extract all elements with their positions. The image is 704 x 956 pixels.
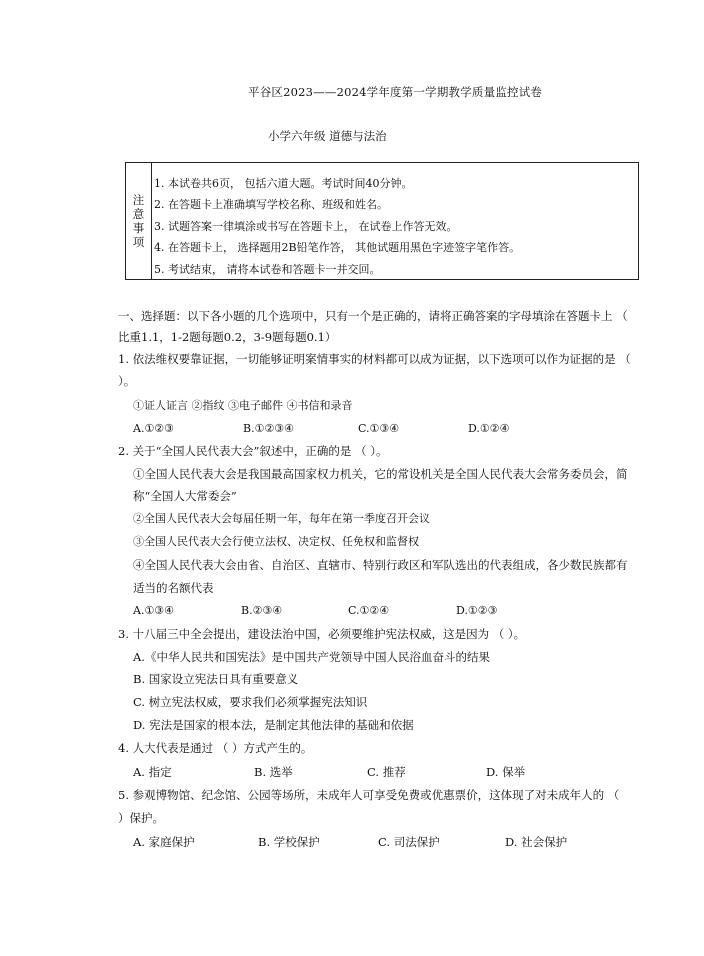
notice-box <box>125 162 639 280</box>
q2-option-d: D.①②③ <box>456 604 498 617</box>
q2-option-c: C.①②④ <box>348 604 390 617</box>
q2-item4-line2: 适当的名额代表 <box>133 581 214 595</box>
q5-option-a: A. 家庭保护 <box>133 835 195 849</box>
q2-item1-line1: ①全国人民代表大会是我国最高国家权力机关，它的常设机关是全国人民代表大会常务委员会，简 <box>133 467 628 481</box>
q3-option-d: D. 宪法是国家的根本法，是制定其他法律的基础和依据 <box>133 718 414 732</box>
q4-option-b: B. 选举 <box>254 765 293 779</box>
q3-stem: 3. 十八届三中全会提出，建设法治中国，必须要维护宪法权威，这是因为 （ ）。 <box>118 627 526 641</box>
notice-label-char: 项 <box>132 235 145 249</box>
q4-option-d: D. 保举 <box>486 765 526 779</box>
section1-intro-line1: 一、选择题：以下各小题的几个选项中，只有一个是正确的，请将正确答案的字母填涂在答题卡上 （ <box>118 309 628 323</box>
q5-stem-line2: ）保护。 <box>118 811 164 825</box>
notice-label-char: 意 <box>132 207 145 221</box>
exam-subtitle: 小学六年级 道德与法治 <box>268 129 387 143</box>
q2-item3: ③全国人民代表大会行使立法权、决定权、任免权和监督权 <box>133 535 419 548</box>
q2-item4-line1: ④全国人民代表大会由省、自治区、直辖市、特别行政区和军队选出的代表组成，各少数民族都有 <box>133 558 628 572</box>
q1-stem-line1: 1. 依法维权要靠证据，一切能够证明案情事实的材料都可以成为证据，以下选项可以作为证据的是 （ <box>118 352 631 366</box>
q3-option-a: A.《中华人民共和国宪法》是中国共产党领导中国人民浴血奋斗的结果 <box>133 650 490 664</box>
notice-item: 3. 试题答案一律填涂或书写在答题卡上， 在试卷上作答无效。 <box>154 219 458 233</box>
q5-option-b: B. 学校保护 <box>258 835 320 849</box>
q3-option-c: C. 树立宪法权威，要求我们必须掌握宪法知识 <box>133 695 368 709</box>
exam-title: 平谷区2023——2024学年度第一学期教学质量监控试卷 <box>248 85 543 99</box>
q1-option-b: B.①②③④ <box>243 422 295 435</box>
q2-stem: 2. 关于“全国人民代表大会”叙述中，正确的是 （ ）。 <box>118 444 388 458</box>
q4-option-a: A. 指定 <box>133 765 172 779</box>
q5-option-d: D. 社会保护 <box>505 835 568 849</box>
notice-label-char: 事 <box>132 221 145 235</box>
q1-option-a: A.①②③ <box>133 422 175 435</box>
q2-option-a: A.①③④ <box>133 604 175 617</box>
q2-item2: ②全国人民代表大会每届任期一年，每年在第一季度召开会议 <box>133 512 430 525</box>
notice-label <box>126 163 152 279</box>
q1-stem-line2: ）。 <box>118 374 136 388</box>
q3-option-b: B. 国家设立宪法日具有重要意义 <box>133 672 299 686</box>
notice-list <box>154 176 520 283</box>
q5-stem-line1: 5. 参观博物馆、纪念馆、公园等场所，未成年人可享受免费或优惠票价，这体现了对未成年人的 （ <box>118 788 620 802</box>
notice-item: 5. 考试结束， 请将本试卷和答题卡一并交回。 <box>154 262 381 276</box>
q4-stem: 4. 人大代表是通过 （ ）方式产生的。 <box>118 741 313 755</box>
notice-label-char: 注 <box>132 193 145 207</box>
q5-option-c: C. 司法保护 <box>378 835 440 849</box>
q2-option-b: B.②③④ <box>241 604 283 617</box>
notice-item: 4. 在答题卡上， 选择题用2B铅笔作答， 其他试题用黑色字迹签字笔作答。 <box>154 241 521 255</box>
q2-item1-line2: 称“全国人大常委会” <box>133 489 237 503</box>
q1-option-d: D.①②④ <box>468 422 510 435</box>
notice-item: 1. 本试卷共6页， 包括六道大题。考试时间40分钟。 <box>154 177 413 190</box>
q1-items: ①证人证言 ②指纹 ③电子邮件 ④书信和录音 <box>133 399 353 412</box>
q1-option-c: C.①③④ <box>358 422 400 435</box>
notice-item: 2. 在答题卡上准确填写学校名称、班级和姓名。 <box>154 198 388 212</box>
section1-intro-line2: 比重1.1，1-2题每题0.2，3-9题每题0.1） <box>118 330 337 344</box>
q4-option-c: C. 推荐 <box>367 765 406 779</box>
